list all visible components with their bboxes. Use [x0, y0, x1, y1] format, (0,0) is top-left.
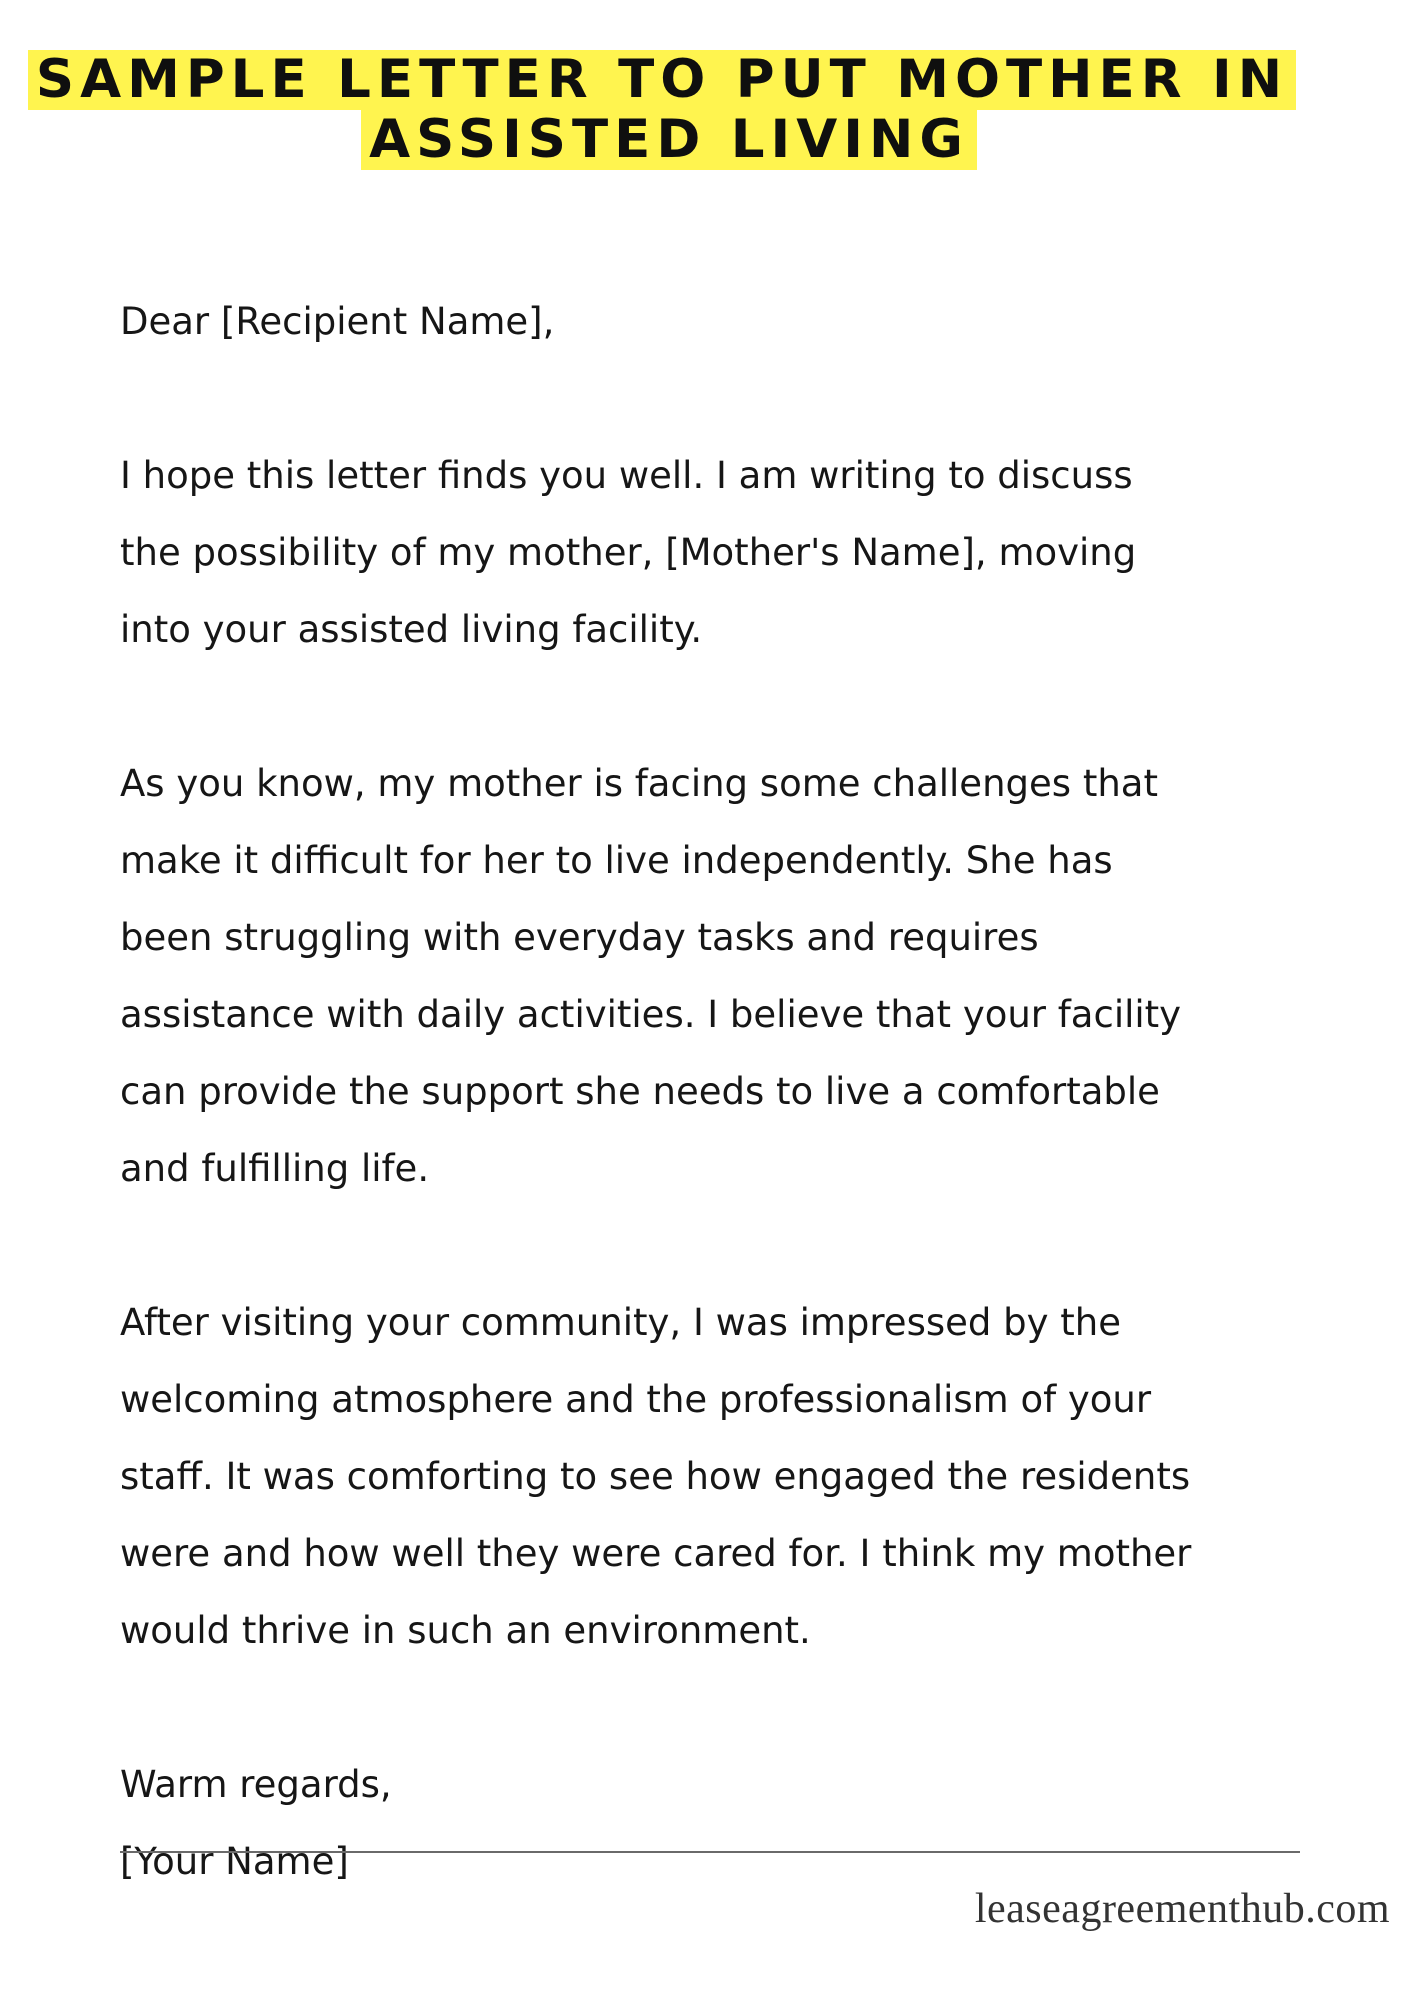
title-line-1: SAMPLE LETTER TO PUT MOTHER IN — [28, 50, 1296, 110]
salutation: Dear [Recipient Name], — [120, 300, 555, 343]
title-line-2: ASSISTED LIVING — [361, 110, 977, 170]
signature-placeholder: [Your Name] — [120, 1840, 349, 1883]
paragraph-line: and fulfilling life. — [120, 1147, 430, 1190]
letter-body — [120, 283, 1360, 1900]
paragraph-challenges — [120, 745, 1360, 1207]
paragraph-line: were and how well they were cared for. I think my mother — [120, 1532, 1192, 1575]
paragraph-line: been struggling with everyday tasks and requires — [120, 916, 1039, 959]
paragraph-line: welcoming atmosphere and the professionalism of your — [120, 1378, 1152, 1421]
paragraph-line: into your assisted living facility. — [120, 608, 703, 651]
paragraph-visit — [120, 1284, 1360, 1669]
paragraph-line: assistance with daily activities. I believe that your facility — [120, 993, 1182, 1036]
paragraph-line: can provide the support she needs to live a comfortable — [120, 1070, 1160, 1113]
paragraph-line: would thrive in such an environment. — [120, 1609, 811, 1652]
paragraph-line: I hope this letter finds you well. I am writing to discuss — [120, 454, 1133, 497]
paragraph-line: make it difficult for her to live independently. She has — [120, 839, 1113, 882]
paragraph-line: staff. It was comforting to see how engaged the residents — [120, 1455, 1191, 1498]
website-watermark: leaseagreementhub.com — [974, 1886, 1390, 1932]
document-title — [0, 50, 1414, 170]
signature-line — [120, 1851, 1300, 1853]
paragraph-intro — [120, 437, 1360, 668]
paragraph-line: the possibility of my mother, [Mother's Name], moving — [120, 531, 1137, 574]
paragraph-line: As you know, my mother is facing some challenges that — [120, 762, 1158, 805]
closing: Warm regards, — [120, 1763, 392, 1806]
paragraph-line: After visiting your community, I was impressed by the — [120, 1301, 1122, 1344]
